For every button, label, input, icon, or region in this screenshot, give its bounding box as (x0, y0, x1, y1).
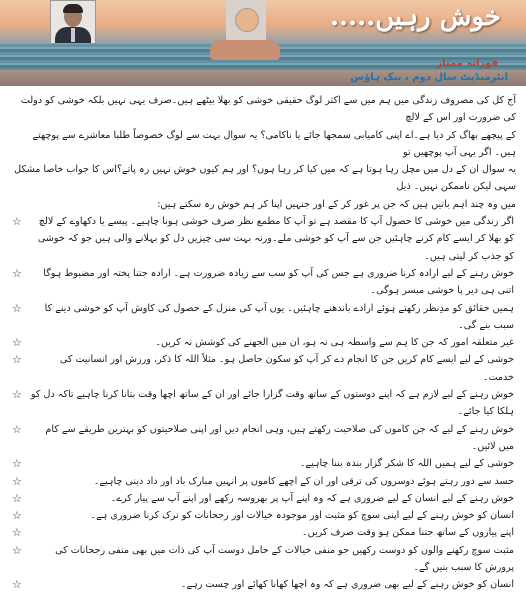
star-icon: ☆ (12, 526, 22, 540)
list-item: ☆ خوش رہنے کے لیے کہ جن کاموں کی صلاحیت رکھتے ہیں، وہی انجام دیں اور اپنی صلاحیتوں کو بہترین طریقے سے کام میں لائیں۔ (12, 422, 514, 452)
intro-line: میں وہ چند اہم باتیں ہیں کہ جن پر غور کر کے اور جنہیں اپنا کر ہم خوش رہ سکتے ہیں: (157, 198, 516, 210)
tips-list (10, 213, 516, 594)
list-item: ☆ ہمیں حقائق کو مدِنظر رکھتے ہوئے ارادے باندھنے چاہئیں۔ یوں آپ کی منزل کے حصول کی کاوش آپ کو خوشی دینے کا سبب بنے گی۔ (12, 301, 514, 331)
star-icon: ☆ (12, 388, 22, 402)
list-item: ☆ انسان کو خوش رہنے کے لیے بھی ضروری ہے کہ وہ اچھا کھانا کھائے اور چست رہے۔ (10, 576, 516, 593)
list-item: ☆ خوشی کے لیے ایسے کام کریں جن کا انجام دے کر آپ کو سکون حاصل ہو۔ مثلاً اللہ کا ذکر، ورزش اور انسانیت کی خدمت۔ (12, 353, 514, 383)
list-item: ☆ حسد سے دور رہتے ہوئے دوسروں کی ترقی اور ان کے اچھے کاموں پر انہیں مبارک باد اور داد دینی چاہیے۔ (10, 473, 516, 490)
intro-line: آج کل کی مصروف زندگی میں ہم میں سے اکثر لوگ حقیقی خوشی کو بھلا بیٹھے ہیں۔صرف یہی نہیں بلکہ خوشی کو دولت کی ضرورت اور اس کے لالچ (20, 95, 516, 124)
list-item: ☆ خوشی کے لیے ہمیں اللہ کا شکر گزار بندہ بننا چاہیے۔ (10, 455, 516, 472)
star-icon: ☆ (12, 215, 22, 229)
star-icon: ☆ (12, 491, 22, 505)
intro-line: یہ سوال ان کے دل میں مچل رہا ہوتا ہے کہ میں کیا کر رہا ہوں؟ اور ہم کیوں خوش نہیں رہ پاتے؟اس کا جواب خاصا مشکل سہی لیکن ناممکن نہیں۔ ذیل (14, 164, 516, 193)
star-icon: ☆ (12, 336, 22, 350)
list-item: ☆ مثبت سوچ رکھنے والوں کو دوست رکھیں جو منفی خیالات کے حامل دوست آپ کی ذات میں بھی منفی رجحانات کی پرورش کا سبب بنیں گے۔ (12, 543, 514, 574)
star-icon: ☆ (12, 301, 22, 315)
author-name: فوزانہ ممتاز (436, 58, 498, 69)
star-icon: ☆ (12, 509, 22, 523)
star-icon: ☆ (12, 353, 22, 367)
list-item: ☆ خوش رہنے کے لیے ارادہ کرنا ضروری ہے جس کی آپ کو سب سے زیادہ ضرورت ہے۔ ارادہ جتنا پختہ اور مضبوط ہوگا اتنی ہی دیر پا خوشی میسر ہوگی۔ (12, 266, 514, 297)
author-affiliation: انٹرمیڈیٹ سال دوم ، پیک ہاؤس (350, 72, 508, 83)
intro-line: کے پیچھے بھاگ کر دیا ہے۔اے اپنی کامیابی سمجھا جائے یا ناکامی؟ یہ سوال بہت سے لوگ خصوصاً طلبا معاشرے سے پوچھتے ہیں۔ اگر یہی آپ پوچھیں تو (32, 129, 516, 158)
hand-illustration (210, 40, 280, 60)
article-body (10, 92, 516, 594)
author-photo (50, 0, 96, 44)
list-item: ☆ انسان کو خوش رہنے کے لیے اپنی سوچ کو مثبت اور موجودہ خیالات اور رجحانات کو ترک کرنا ضروری ہے۔ (10, 507, 516, 524)
star-icon: ☆ (12, 543, 22, 557)
list-item: ☆ خوش رہنے کے لیے انسان کے لیے ضروری ہے کہ وہ اپنے آپ پر بھروسہ رکھے اور اپنے آپ سے پیار کرے۔ (10, 490, 516, 507)
list-item: ☆ غیر متعلقہ امور کہ جن کا ہم سے واسطہ ہی نہ ہو، ان میں الجھنے کی کوشش نہ کریں۔ (10, 334, 516, 351)
page-title: خوش رہیں..... (330, 2, 501, 32)
star-icon: ☆ (12, 266, 22, 280)
star-icon: ☆ (12, 578, 22, 592)
list-item: ☆ اگر زندگی میں خوشی کا حصول آپ کا مقصد ہے تو آپ کا مطمع نظر صرف خوشی ہونا چاہیے۔ پیسے یا دکھاوے کے لالچ کو بھلا کر ایسے کام کرنے چاہئیں جن سے آپ کو خوشی ملے۔ورنہ بہت سی چیزیں دل کو بہلانے والی ہیں جو کہ خوشی کو جذب کر لیتی ہیں۔ (12, 215, 514, 262)
star-icon: ☆ (12, 422, 22, 436)
star-icon: ☆ (12, 457, 22, 471)
list-item: ☆ خوش رہنے کے لیے لازم ہے کہ اپنے دوستوں کے ساتھ وقت گزارا جائے اور ان کے ساتھ اچھا وقت بتانا کرنا چاہیے تاکہ دل کو ہلکا کیا جائے۔ (12, 388, 514, 418)
star-icon: ☆ (12, 474, 22, 488)
list-item: ☆ اپنے پیاروں کے ساتھ جتنا ممکن ہو وقت صرف کریں۔ (10, 524, 516, 541)
